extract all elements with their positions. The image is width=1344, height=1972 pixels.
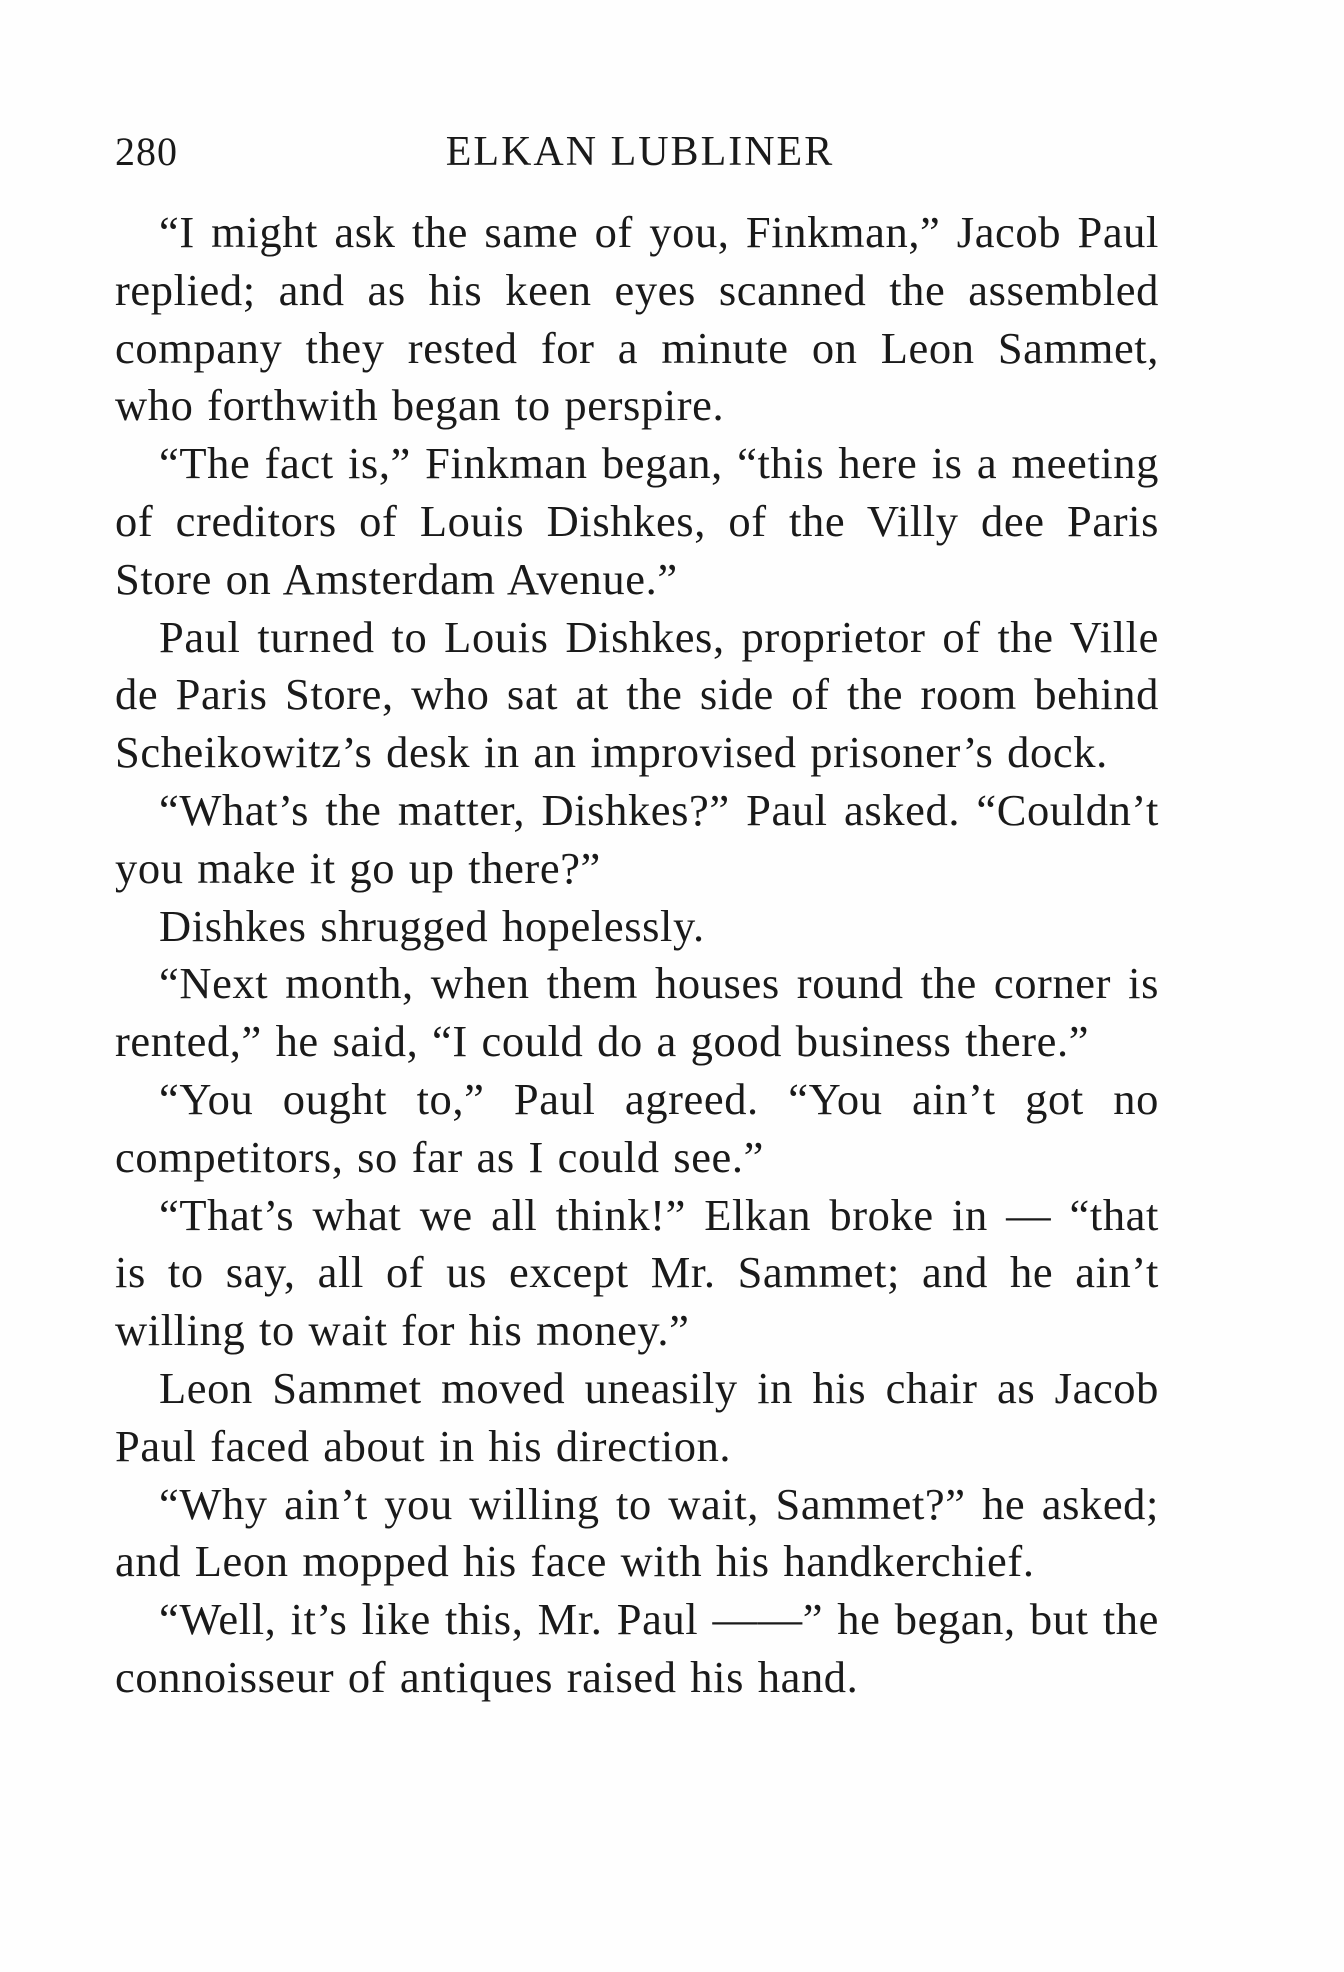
paragraph: “Well, it’s like this, Mr. Paul ——” he began, but the connoisseur of antiques raised his hand. [115,1594,1159,1702]
paragraph: Dishkes shrugged hopelessly. [159,900,705,951]
body-text [115,204,1159,1707]
running-title: ELKAN LUBLINER [445,129,835,175]
paragraph: “Next month, when them houses round the corner is rented,” he said, “I could do a good business there.” [115,958,1159,1067]
paragraph: “What’s the matter, Dishkes?” Paul asked. “Couldn’t you make it go up there?” [115,784,1159,893]
page-number: 280 [115,129,178,174]
page-header [115,128,1165,188]
paragraph: “That’s what we all think!” Elkan broke in — “that is to say, all of us except Mr. Sammet; and he ain’t willing to wait for his money.” [115,1189,1159,1356]
paragraph: Leon Sammet moved uneasily in his chair as Jacob Paul faced about in his direction. [115,1362,1159,1471]
paragraph: “The fact is,” Finkman began, “this here is a meeting of creditors of Louis Dishkes, of the Villy dee Paris Store on Amsterdam Avenue.” [115,438,1159,604]
paragraph: Paul turned to Louis Dishkes, proprietor of the Ville de Paris Store, who sat at the side of the room behind Scheikowitz’s desk in an improvised prisoner’s dock. [115,611,1159,778]
paragraph: “Why ain’t you willing to wait, Sammet?” he asked; and Leon mopped his face with his handkerchief. [115,1478,1159,1587]
paragraph: “You ought to,” Paul agreed. “You ain’t got no competitors, so far as I could see.” [115,1073,1159,1182]
paragraph: “I might ask the same of you, Finkman,” Jacob Paul replied; and as his keen eyes scanned the assembled company they rested for a minute on Leon Sammet, who forthwith began to perspire. [115,207,1159,431]
